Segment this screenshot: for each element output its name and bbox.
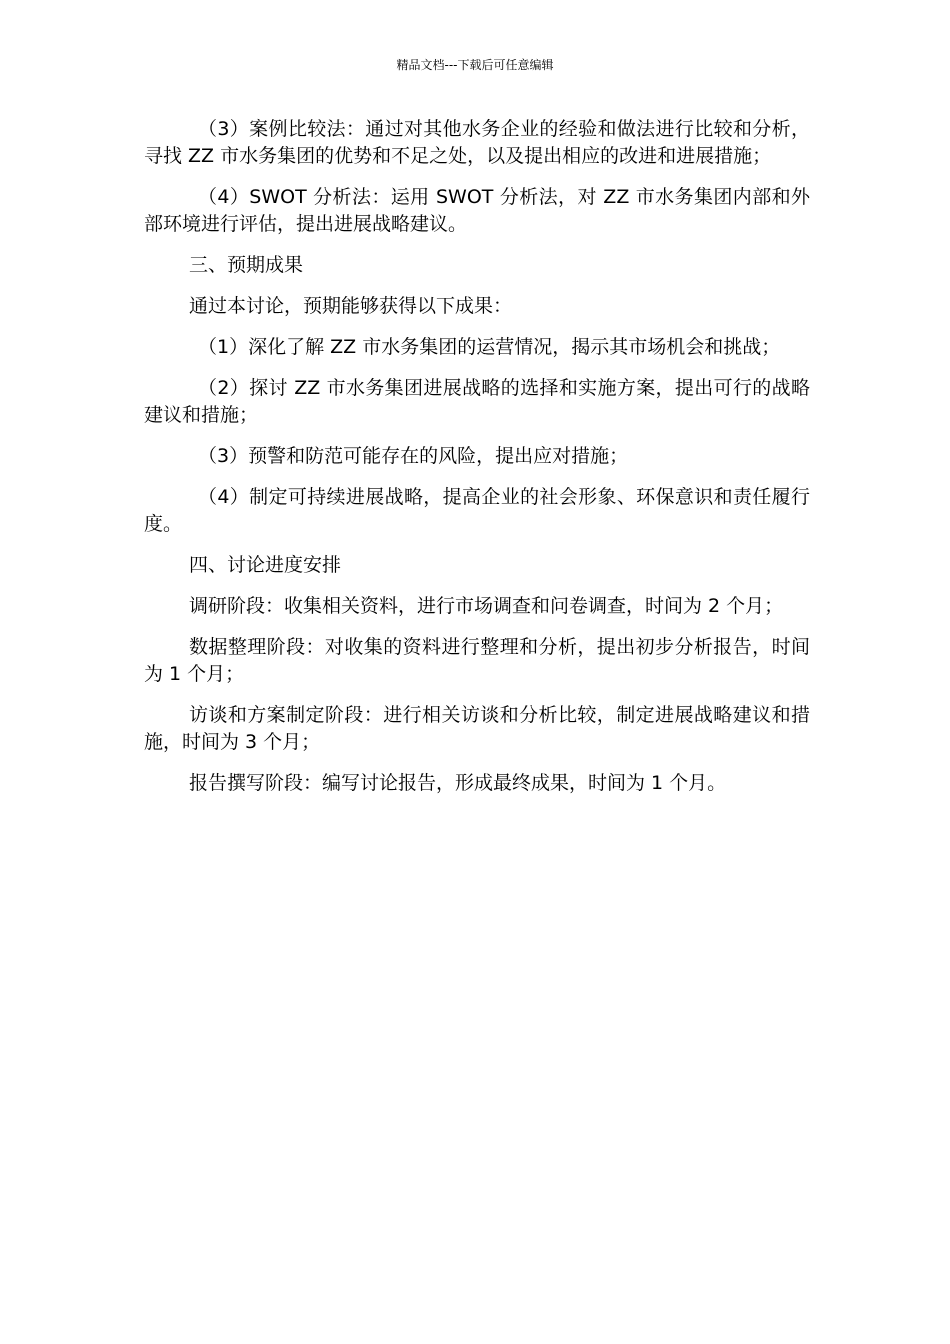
paragraph-schedule-data: 数据整理阶段：对收集的资料进行整理和分析，提出初步分析报告，时间为 1 个月；: [144, 636, 810, 685]
section-heading-expected-results: 三、预期成果: [189, 254, 304, 276]
paragraph-schedule-research: 调研阶段：收集相关资料，进行市场调查和问卷调查，时间为 2 个月；: [189, 595, 784, 617]
paragraph-results-intro: 通过本讨论，预期能够获得以下成果：: [189, 295, 513, 317]
paragraph-result-1: （1）深化了解 ZZ 市水务集团的运营情况，揭示其市场机会和挑战；: [198, 336, 781, 358]
page-header: 精品文档---下载后可任意编辑: [396, 58, 554, 72]
paragraph-result-4: （4）制定可持续进展战略，提高企业的社会形象、环保意识和责任履行度。: [144, 486, 810, 535]
section-heading-schedule: 四、讨论进度安排: [189, 554, 342, 576]
paragraph-case-comparison: （3）案例比较法：通过对其他水务企业的经验和做法进行比较和分析，寻找 ZZ 市水务集团的优势和不足之处，以及提出相应的改进和进展措施；: [144, 118, 810, 167]
paragraph-swot-analysis: （4）SWOT 分析法：运用 SWOT 分析法，对 ZZ 市水务集团内部和外部环境进行评估，提出进展战略建议。: [144, 186, 810, 235]
paragraph-schedule-interview: 访谈和方案制定阶段：进行相关访谈和分析比较，制定进展战略建议和措施，时间为 3 个月；: [144, 704, 810, 753]
document-body: [144, 116, 810, 811]
paragraph-result-2: （2）探讨 ZZ 市水务集团进展战略的选择和实施方案，提出可行的战略建议和措施；: [144, 377, 810, 426]
paragraph-result-3: （3）预警和防范可能存在的风险，提出应对措施；: [198, 445, 629, 467]
paragraph-schedule-report: 报告撰写阶段：编写讨论报告，形成最终成果，时间为 1 个月。: [189, 772, 727, 794]
